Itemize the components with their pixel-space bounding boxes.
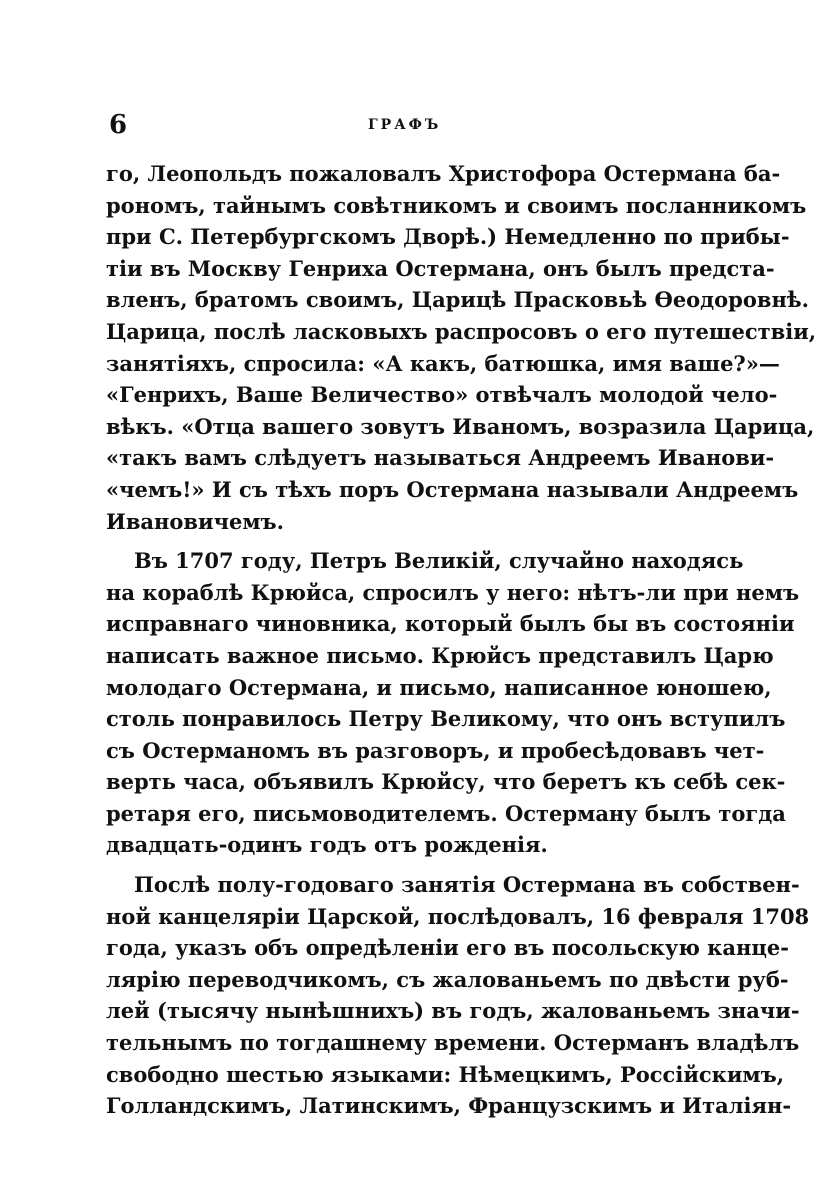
text-line: го, Леопольдъ пожаловалъ Христофора Остермана ба- — [106, 161, 781, 186]
page-number: 6 — [109, 110, 128, 140]
text-line: на кораблѣ Крюйса, спросилъ у него: нѣтъ-ли при немъ — [106, 579, 800, 605]
text-line: съ Остерманомъ въ разговоръ, и пробесѣдовавъ чет- — [106, 737, 765, 763]
paragraph-spacer — [106, 537, 736, 545]
paragraph-1 — [106, 158, 817, 537]
paragraph-3 — [106, 869, 810, 1122]
text-line: верть часа, объявилъ Крюйсу, что беретъ къ себѣ сек- — [106, 769, 786, 795]
text-line: лярію переводчикомъ, съ жалованьемъ по двѣсти руб- — [106, 966, 789, 992]
text-line: занятіяхъ, спросила: «А какъ, батюшка, имя ваше?»— — [106, 350, 780, 376]
paragraph-spacer — [106, 861, 736, 869]
text-line: вленъ, братомъ своимъ, Царицѣ Прасковьѣ Ѳеодоровнѣ. — [106, 287, 809, 313]
text-line: вѣкъ. «Отца вашего зовутъ Иваномъ, возразила Царица, — [106, 413, 815, 439]
text-line: при С. Петербургскомъ Дворѣ.) Немедленно по прибы- — [106, 224, 790, 250]
text-line: «такъ вамъ слѣдуетъ называться Андреемъ Иванови- — [106, 445, 775, 471]
text-line: свободно шестью языками: Нѣмецкимъ, Россійскимъ, — [106, 1061, 785, 1087]
text-line: Въ 1707 году, Петръ Великій, случайно находясь — [134, 548, 744, 574]
text-line: тельнымъ по тогдашнему времени. Остерманъ владѣлъ — [106, 1030, 800, 1056]
text-line: рономъ, тайнымъ совѣтникомъ и своимъ посланникомъ — [106, 192, 807, 218]
text-line: двадцать-одинъ годъ отъ рожденія. — [106, 832, 548, 858]
text-line: «Генрихъ, Ваше Величество» отвѣчалъ молодой чело- — [106, 382, 778, 408]
text-line: ретаря его, письмоводителемъ. Остерману былъ тогда — [106, 800, 786, 826]
text-line: Царица, послѣ ласковыхъ распросовъ о его путешествіи, — [106, 318, 817, 344]
running-head: ГРАФЪ — [368, 117, 442, 133]
text-line: столь понравилось Петру Великому, что онъ вступилъ — [106, 706, 786, 732]
text-line: молодаго Остермана, и письмо, написанное юношею, — [106, 674, 772, 700]
text-line: ной канцеляріи Царской, послѣдовалъ, 16 февраля 1708 — [106, 903, 810, 929]
text-line: тіи въ Москву Генриха Остермана, онъ былъ предста- — [106, 255, 775, 281]
text-line: Голландскимъ, Латинскимъ, Французскимъ и Италіян- — [106, 1093, 792, 1119]
text-line: исправнаго чиновника, который былъ бы въ состояніи — [106, 611, 795, 637]
text-line: лей (тысячу нынѣшнихъ) въ годъ, жалованьемъ значи- — [106, 998, 800, 1024]
paragraph-2 — [106, 545, 800, 861]
text-line: «чемъ!» И съ тѣхъ поръ Остермана называли Андреемъ — [106, 476, 799, 502]
text-line: Послѣ полу-годоваго занятія Остермана въ собствен- — [134, 872, 800, 898]
page-body — [106, 158, 817, 1122]
text-line: написать важное письмо. Крюйсъ представилъ Царю — [106, 642, 774, 668]
text-line: года, указъ объ опредѣленіи его въ посольскую канце- — [106, 935, 789, 961]
text-line: Ивановичемъ. — [106, 508, 284, 534]
